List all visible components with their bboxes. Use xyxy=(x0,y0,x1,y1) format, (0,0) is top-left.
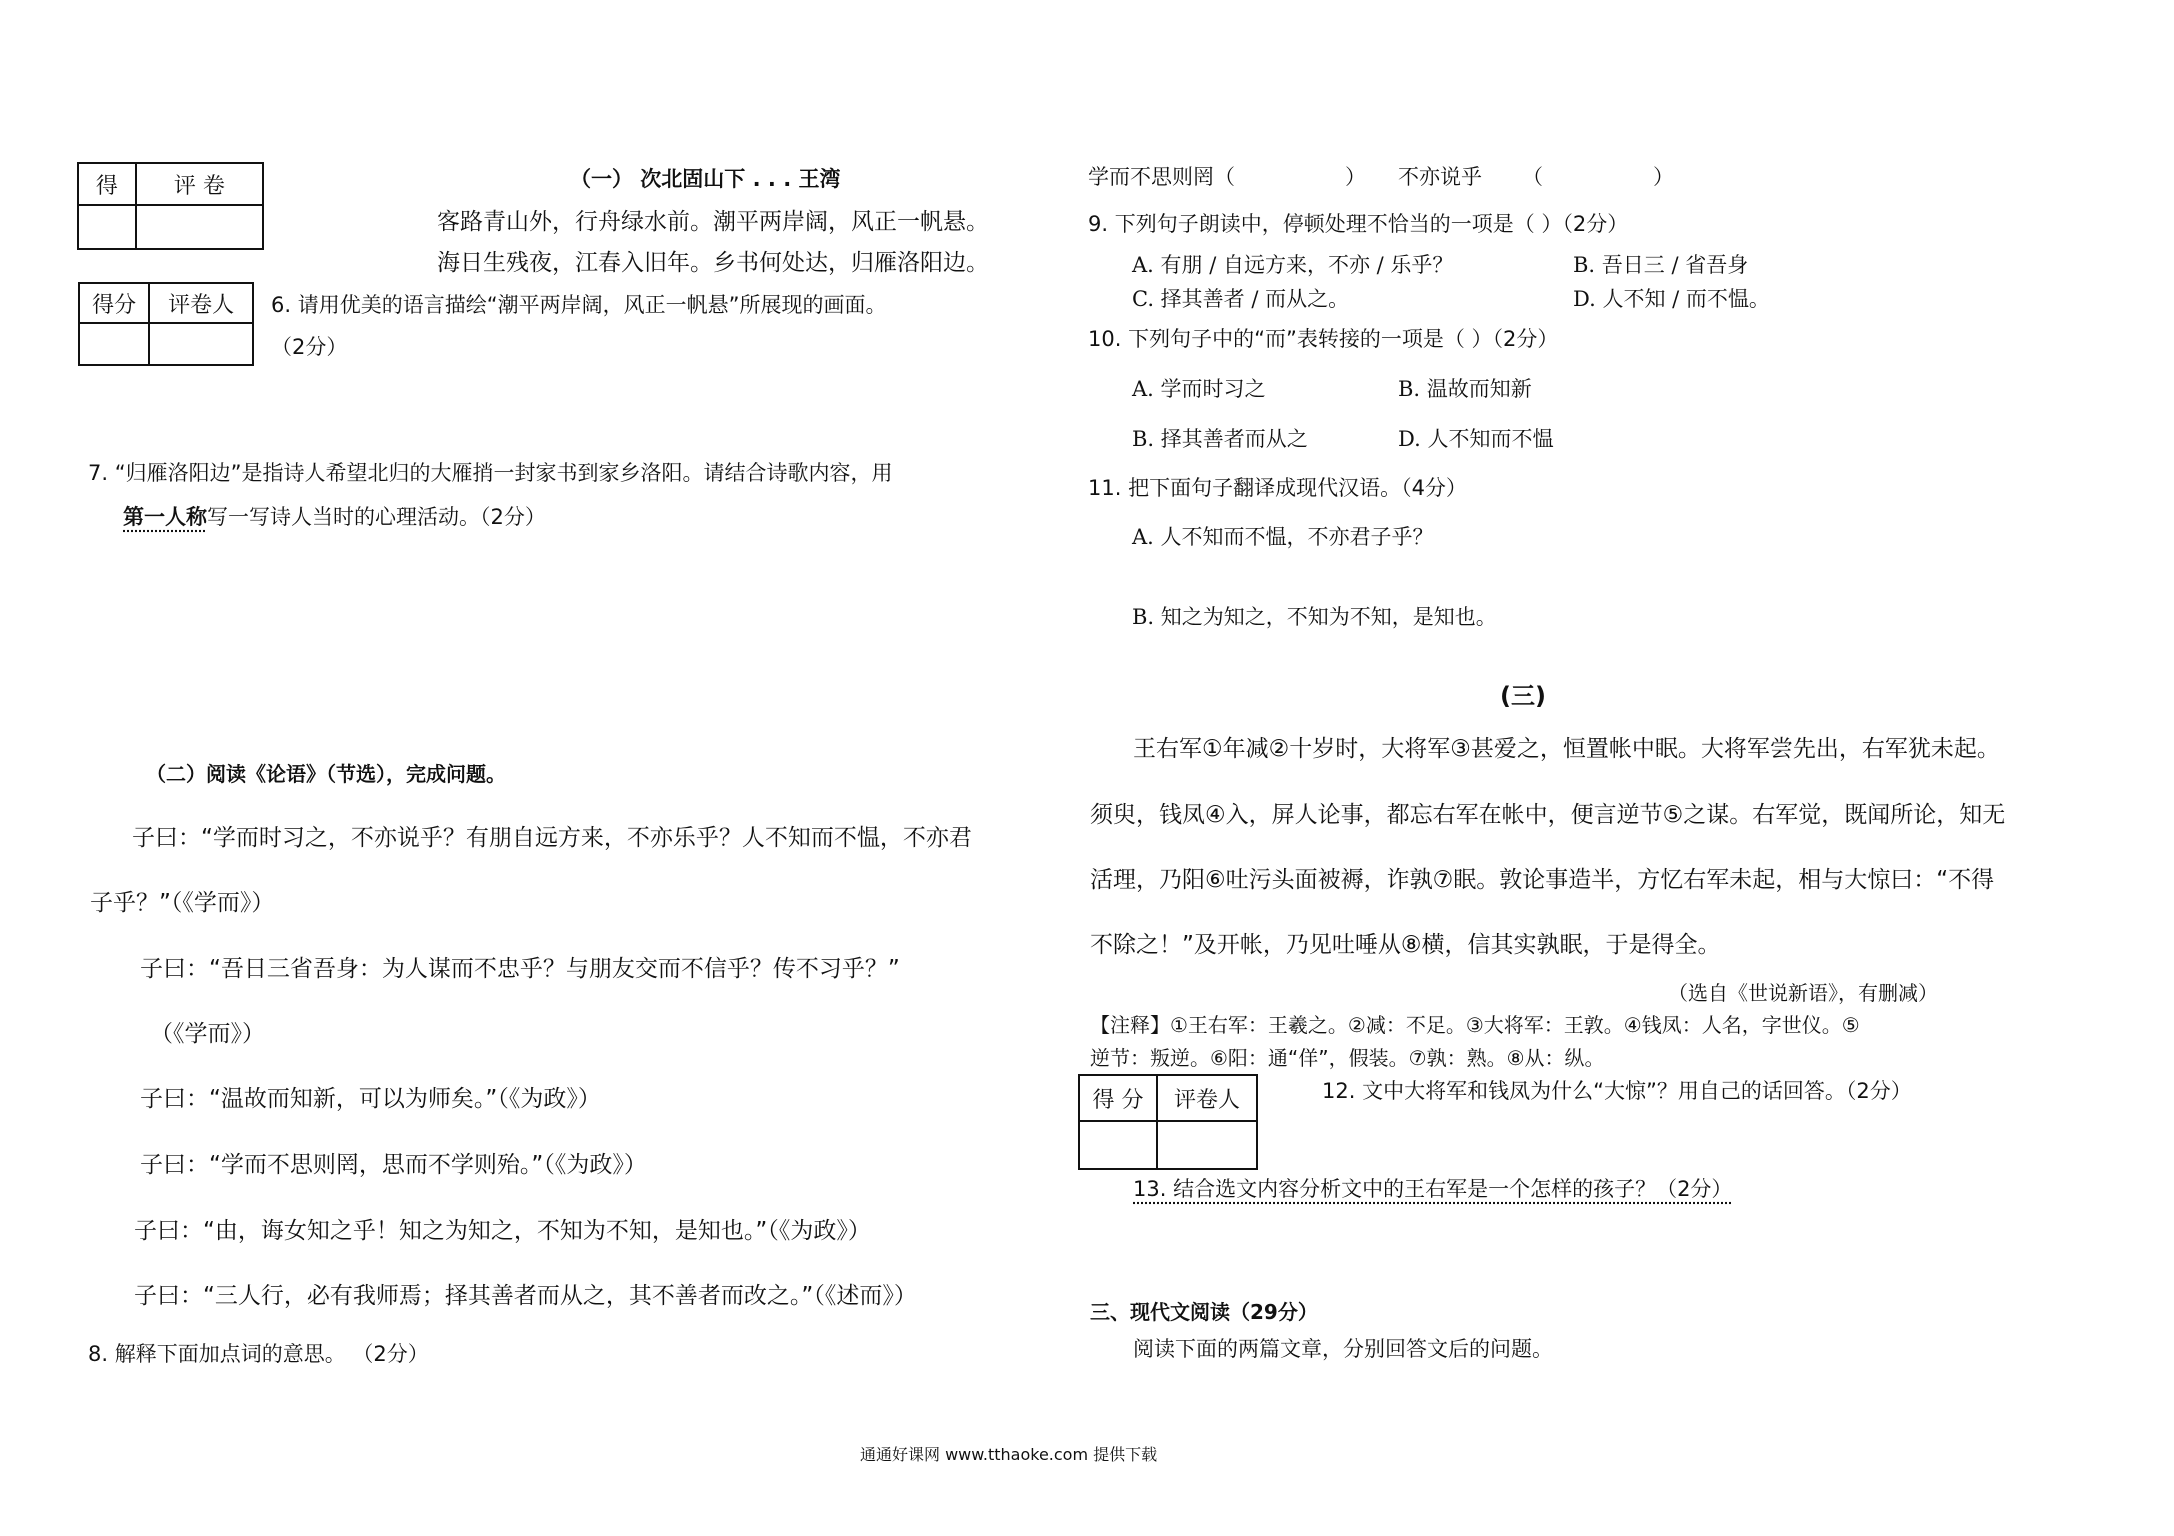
poem-line-1: 客路青山外，行舟绿水前。潮平两岸阔，风正一帆悬。 xyxy=(437,209,989,235)
grader-cell[interactable] xyxy=(1157,1121,1257,1169)
q8-item-b-text: 不亦说乎 xyxy=(1398,165,1482,189)
passage-note-2: 逆节：叛逆。⑥阳：通“佯”，假装。⑦孰：熟。⑧从：纵。 xyxy=(1090,1046,1605,1070)
part-3-intro: 阅读下面的两篇文章，分别回答文后的问题。 xyxy=(1133,1337,1553,1361)
score-box-header: 评卷人 xyxy=(149,283,253,323)
score-cell[interactable] xyxy=(1079,1121,1157,1169)
q11-sentence-b: B. 知之为知之，不知为不知，是知也。 xyxy=(1132,605,1497,629)
q8-item-b-open: （ xyxy=(1522,165,1543,189)
q9-option-a: A. 有朋 / 自远方来，不亦 / 乐乎？ xyxy=(1132,253,1454,277)
lunyu-line: 子曰：“三人行，必有我师焉；择其善者而从之，其不善者而改之。”（《述而》） xyxy=(134,1283,917,1309)
score-box-header: 评 卷 xyxy=(136,163,263,205)
question-7-line-2 xyxy=(123,504,546,530)
score-box-header: 得 xyxy=(78,163,136,205)
question-8: 8. 解释下面加点词的意思。 （2分） xyxy=(88,1342,429,1366)
question-13: 13. 结合选文内容分析文中的王右军是一个怎样的孩子？（2分） xyxy=(1133,1177,1733,1201)
question-10: 10. 下列句子中的“而”表转接的一项是（ ）（2分） xyxy=(1088,327,1559,351)
q9-option-d: D. 人不知 / 而不愠。 xyxy=(1573,287,1770,311)
question-9: 9. 下列句子朗读中，停顿处理不恰当的一项是（ ）（2分） xyxy=(1088,212,1629,236)
q9-option-c: C. 择其善者 / 而从之。 xyxy=(1132,287,1350,311)
lunyu-line: 子乎？”（《学而》） xyxy=(90,890,275,916)
q10-option-c: B. 择其善者而从之 xyxy=(1132,427,1308,451)
question-11: 11. 把下面句子翻译成现代汉语。（4分） xyxy=(1088,476,1467,500)
emphasis-first-person: 第一人称 xyxy=(123,505,207,529)
q8-item-b xyxy=(1398,164,1674,190)
passage-note-1: 【注释】①王右军：王羲之。②减：不足。③大将军：王敦。④钱凤：人名，字世仪。⑤ xyxy=(1090,1013,1860,1037)
page-footer: 通通好课网 www.tthaoke.com 提供下载 xyxy=(860,1445,1158,1464)
poem-heading: （一） 次北固山下 . . . 王湾 xyxy=(570,167,841,191)
q10-option-d: D. 人不知而不愠 xyxy=(1398,427,1554,451)
lunyu-line: 子曰：“由，诲女知之乎！知之为知之，不知为不知，是知也。”（《为政》） xyxy=(134,1218,871,1244)
score-box-header: 评卷人 xyxy=(1157,1075,1257,1121)
section-2-title: （二）阅读《论语》（节选），完成问题。 xyxy=(146,762,506,786)
q8-item-a-close: ） xyxy=(1345,165,1366,189)
passage-line: 不除之！”及开帐，乃见吐唾从⑧横，信其实孰眠，于是得全。 xyxy=(1090,932,1721,958)
part-3-title: 三、现代文阅读（29分） xyxy=(1090,1300,1318,1324)
question-7-rest: 写一写诗人当时的心理活动。（2分） xyxy=(207,505,546,529)
q10-option-a: A. 学而时习之 xyxy=(1132,377,1266,401)
score-cell[interactable] xyxy=(79,323,149,365)
lunyu-line: （《学而》） xyxy=(150,1021,265,1047)
lunyu-line: 子曰：“学而不思则罔，思而不学则殆。”（《为政》） xyxy=(140,1152,647,1178)
passage-line: 须臾，钱凤④入，屏人论事，都忘右军在帐中，便言逆节⑤之谋。右军觉，既闻所论，知无 xyxy=(1090,802,2006,828)
q11-sentence-a: A. 人不知而不愠，不亦君子乎？ xyxy=(1132,525,1434,549)
score-box-header: 得分 xyxy=(79,283,149,323)
lunyu-line: 子曰：“温故而知新，可以为师矣。”（《为政》） xyxy=(140,1086,601,1112)
passage-line: 活理，乃阳⑥吐污头面被褥，诈孰⑦眠。敦论事造半，方忆右军未起，相与大惊曰：“不得 xyxy=(1090,867,1995,893)
poem-line-2: 海日生残夜，江春入旧年。乡书何处达，归雁洛阳边。 xyxy=(437,250,989,276)
question-6: 6. 请用优美的语言描绘“潮平两岸阔，风正一帆悬”所展现的画面。 xyxy=(271,293,887,317)
score-box-2 xyxy=(78,282,254,366)
question-7-line-1: 7. “归雁洛阳边”是指诗人希望北归的大雁捎一封家书到家乡洛阳。请结合诗歌内容，用 xyxy=(88,461,893,485)
question-12: 12. 文中大将军和钱凤为什么“大惊”？用自己的话回答。（2分） xyxy=(1322,1079,1912,1103)
grader-cell[interactable] xyxy=(149,323,253,365)
score-box-3 xyxy=(1078,1074,1258,1170)
q8-item-a-text: 学而不思则罔（ xyxy=(1088,165,1235,189)
grader-cell[interactable] xyxy=(136,205,263,249)
q8-item-b-close: ） xyxy=(1653,165,1674,189)
q9-option-b: B. 吾日三 / 省吾身 xyxy=(1573,253,1749,277)
lunyu-line: 子曰：“学而时习之，不亦说乎？有朋自远方来，不亦乐乎？人不知而不愠，不亦君 xyxy=(132,825,972,851)
passage-line: 王右军①年减②十岁时，大将军③甚爱之，恒置帐中眠。大将军尝先出，右军犹未起。 xyxy=(1133,736,2000,762)
passage-source: （选自《世说新语》，有删减） xyxy=(1668,981,1938,1005)
q8-item-a xyxy=(1088,164,1366,190)
score-box-1 xyxy=(77,162,264,250)
question-6-points: （2分） xyxy=(271,335,348,359)
section-3-heading: (三) xyxy=(1500,682,1546,710)
lunyu-line: 子曰：“吾日三省吾身：为人谋而不忠乎？与朋友交而不信乎？传不习乎？” xyxy=(140,956,900,982)
score-box-header: 得 分 xyxy=(1079,1075,1157,1121)
q10-option-b: B. 温故而知新 xyxy=(1398,377,1532,401)
score-cell[interactable] xyxy=(78,205,136,249)
